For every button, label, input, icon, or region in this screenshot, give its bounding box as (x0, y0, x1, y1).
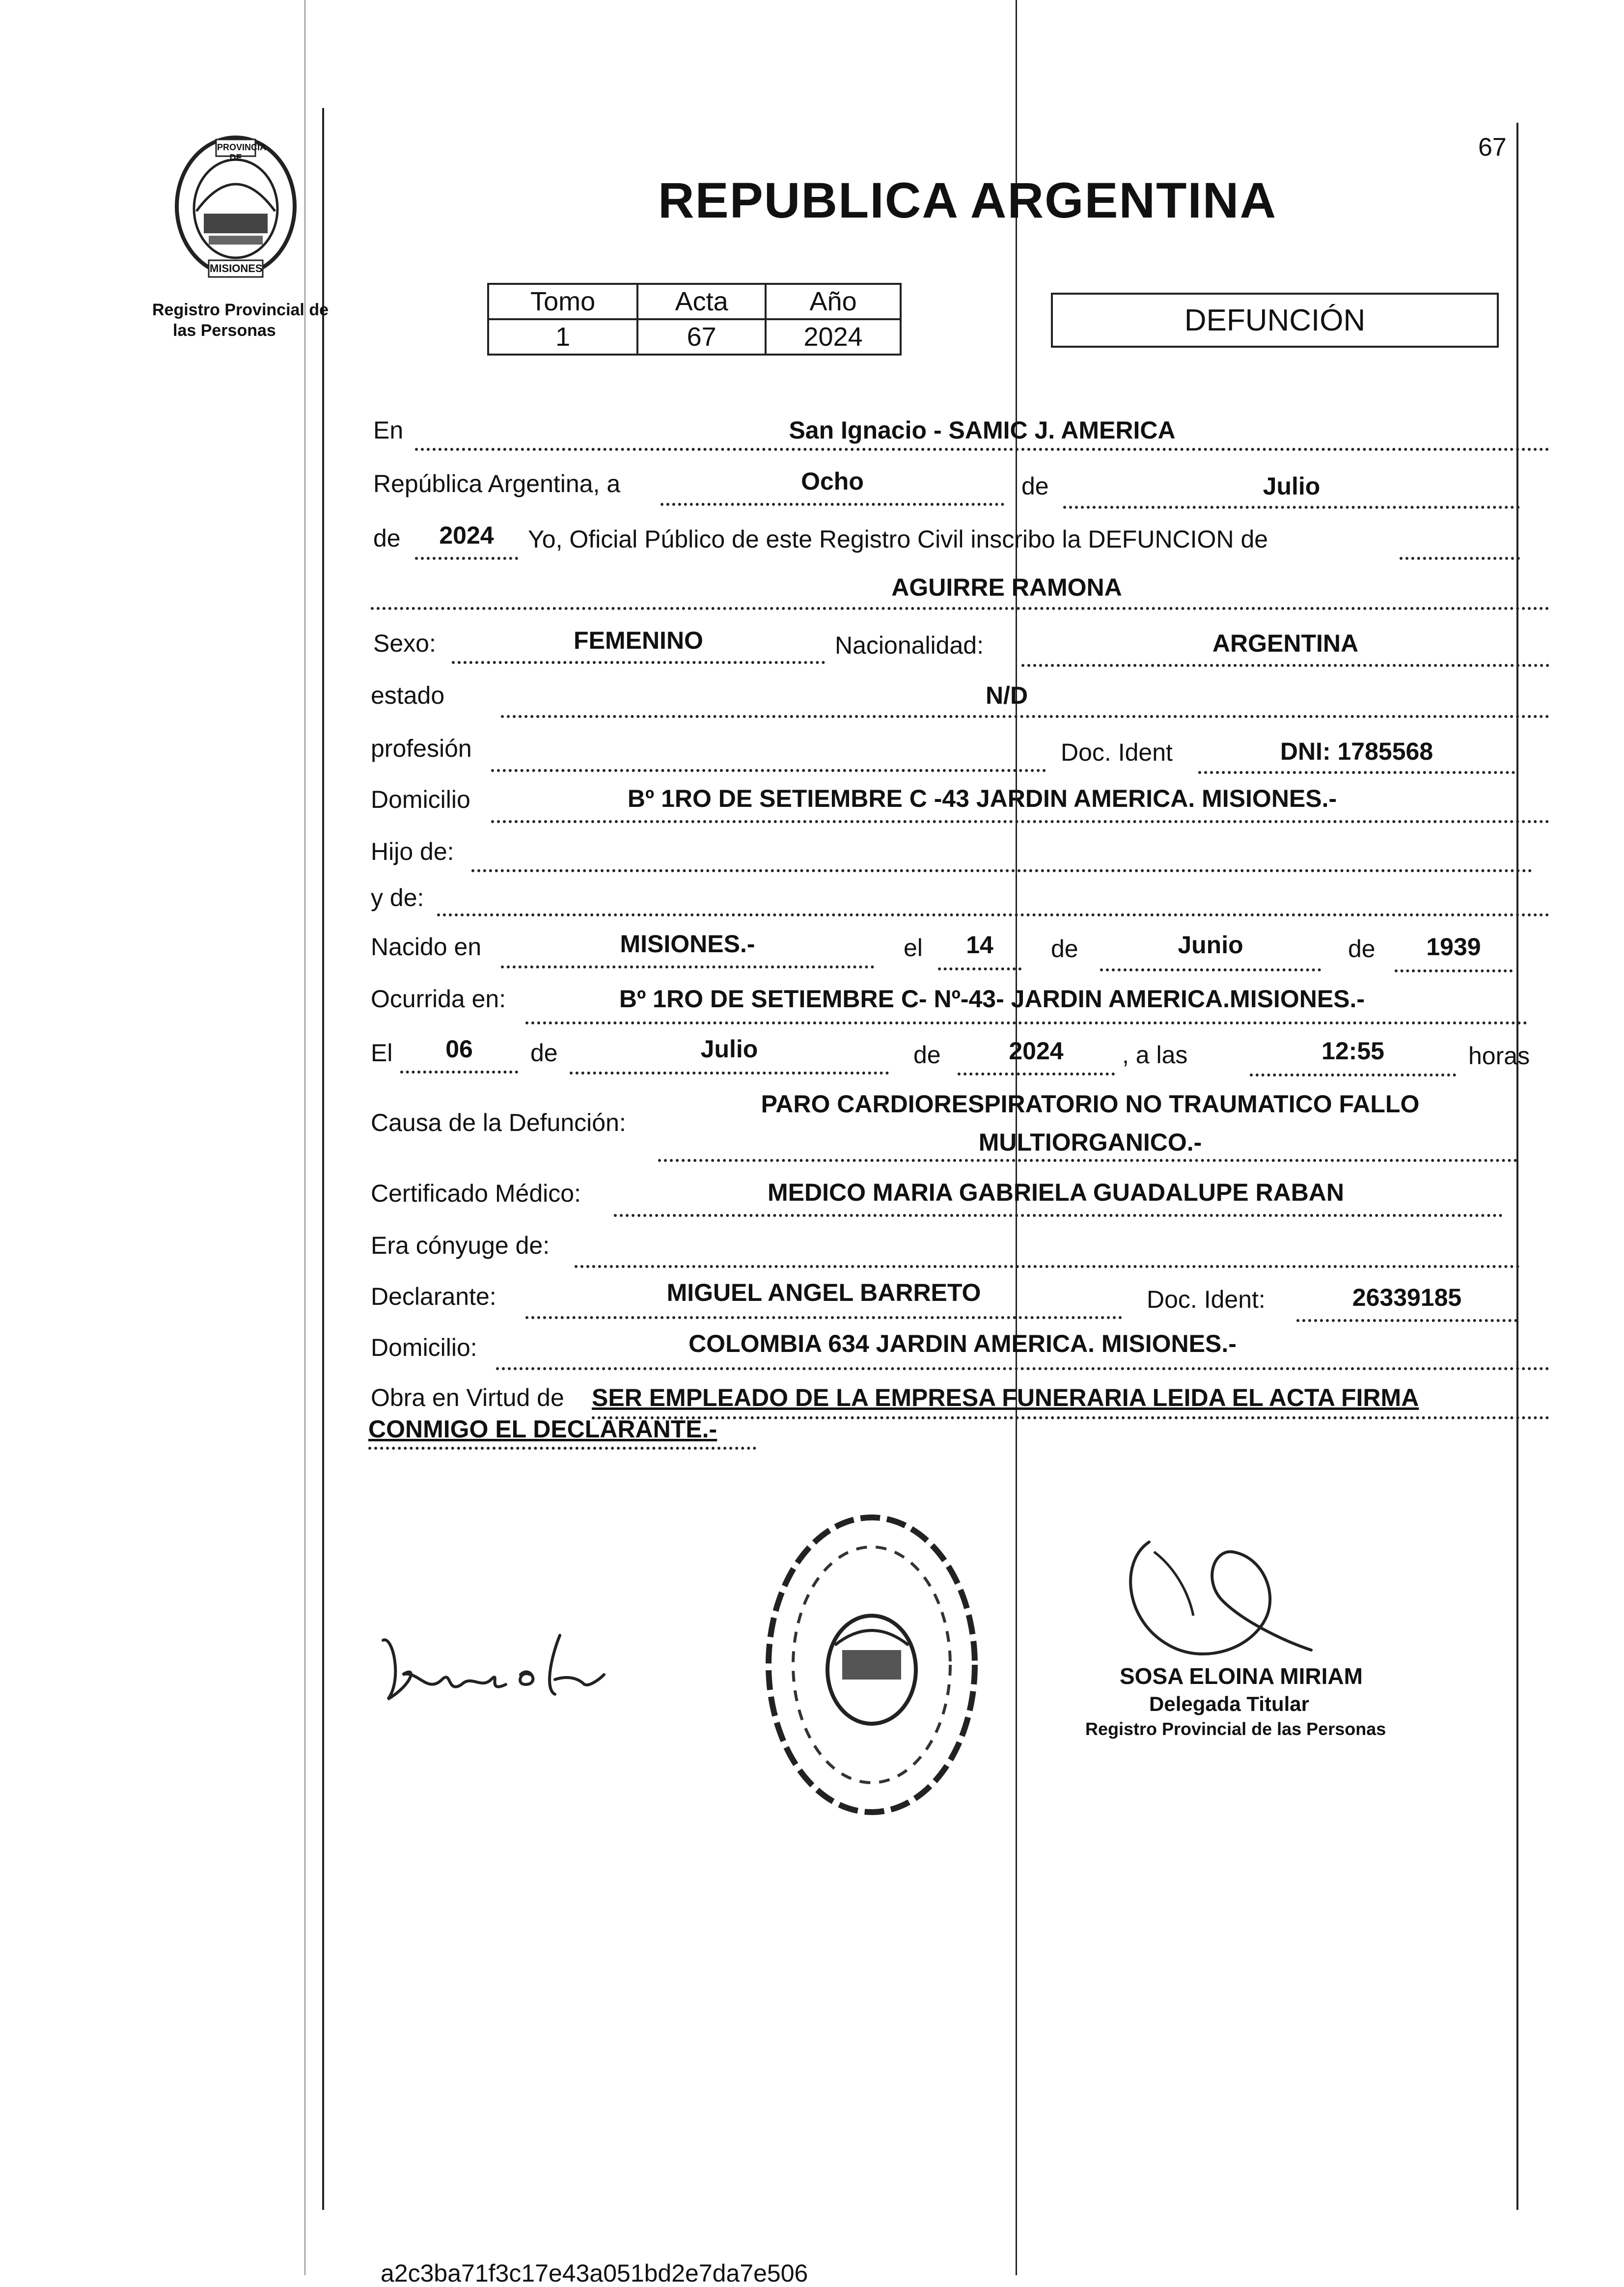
value-causa-1: PARO CARDIORESPIRATORIO NO TRAUMATICO FALLO (761, 1090, 1420, 1118)
value-hora: 12:55 (1321, 1037, 1384, 1065)
value-fallec-mes: Julio (700, 1035, 758, 1063)
dots (415, 557, 518, 560)
scan-edge-line (304, 0, 305, 2275)
dots (614, 1214, 1503, 1217)
official-role: Delegada Titular (1149, 1692, 1309, 1715)
label-profesion: profesión (371, 735, 472, 762)
dots (501, 965, 874, 968)
official-office: Registro Provincial de las Personas (1085, 1719, 1386, 1739)
label-sexo: Sexo: (373, 630, 436, 657)
declarant-signature (373, 1621, 629, 1719)
value-mes-texto: Julio (1263, 472, 1321, 500)
dots (437, 913, 1549, 916)
value-nombre: AGUIRRE RAMONA (891, 574, 1122, 601)
value-nacido-mes: Junio (1178, 931, 1243, 959)
dots (938, 967, 1021, 970)
value-certificado: MEDICO MARIA GABRIELA GUADALUPE RABAN (767, 1179, 1345, 1206)
value-declarante: MIGUEL ANGEL BARRETO (666, 1279, 981, 1306)
registry-line-1: Registro Provincial de (152, 301, 329, 319)
dots (368, 1447, 756, 1450)
dots (371, 607, 1549, 610)
table-header: Tomo (488, 284, 637, 319)
page-number: 67 (1478, 133, 1507, 162)
dots (471, 869, 1532, 872)
dots (525, 1316, 1122, 1319)
label-de: de (1348, 935, 1376, 963)
value-obra-2: CONMIGO EL DECLARANTE.- (368, 1415, 717, 1443)
official-signature (1105, 1522, 1331, 1665)
dots (1296, 1319, 1517, 1322)
dots (661, 503, 1004, 506)
dots (501, 715, 1549, 718)
value-dia-texto: Ocho (801, 468, 864, 495)
label-horas: horas (1468, 1042, 1530, 1070)
label-el-cap: El (371, 1039, 393, 1067)
label-nacionalidad: Nacionalidad: (835, 632, 984, 659)
value-nacionalidad: ARGENTINA (1212, 630, 1359, 657)
document-hash: a2c3ba71f3c17e43a051bd2e7da7e506 (381, 2259, 808, 2287)
page-title: REPUBLICA ARGENTINA (658, 172, 1277, 228)
dots (496, 1367, 1549, 1370)
label-domicilio2: Domicilio: (371, 1334, 477, 1361)
label-doc-ident2: Doc. Ident: (1147, 1286, 1266, 1313)
label-estado: estado (371, 682, 445, 709)
value-causa-2: MULTIORGANICO.- (978, 1129, 1202, 1156)
label-el: el (904, 934, 923, 962)
label-de: de (1021, 472, 1049, 500)
value-domicilio: Bº 1RO DE SETIEMBRE C -43 JARDIN AMERICA. MISIONES.- (627, 785, 1337, 812)
dots (1198, 771, 1515, 774)
right-margin-line (1516, 123, 1518, 2210)
label-nacido: Nacido en (371, 933, 482, 961)
dots (958, 1073, 1115, 1075)
label-doc-ident: Doc. Ident (1061, 739, 1173, 766)
label-en: En (373, 416, 404, 444)
label-de: de (530, 1039, 558, 1067)
value-sexo: FEMENINO (574, 627, 703, 654)
value-nacido-dia: 14 (966, 931, 993, 959)
label-y-de: y de: (371, 884, 424, 911)
dots (1395, 969, 1513, 972)
label-de: de (1051, 935, 1078, 963)
value-dni: DNI: 1785568 (1280, 738, 1433, 765)
label-rep-arg: República Argentina, a (373, 470, 621, 497)
dots (415, 448, 1549, 451)
label-hijo: Hijo de: (371, 838, 454, 865)
dots (1021, 664, 1549, 667)
seal-bottom-text: MISIONES (210, 262, 263, 275)
table-cell: 1 (488, 319, 637, 355)
label-obra: Obra en Virtud de (371, 1384, 564, 1411)
dots (491, 769, 1046, 772)
value-obra-1: SER EMPLEADO DE LA EMPRESA FUNERARIA LEIDA EL ACTA FIRMA (592, 1384, 1419, 1411)
document-type-box (1051, 293, 1499, 348)
label-ocurrida: Ocurrida en: (371, 985, 506, 1013)
table-header: Acta (637, 284, 766, 319)
label-certificado: Certificado Médico: (371, 1180, 581, 1207)
label-conyuge: Era cónyuge de: (371, 1232, 550, 1259)
dots (575, 1265, 1520, 1268)
dots (452, 661, 825, 664)
value-estado: N/D (985, 682, 1028, 709)
registry-line-2: las Personas (173, 321, 276, 340)
label-yo: Yo, Oficial Público de este Registro Civil inscribo la DEFUNCION de (528, 525, 1268, 553)
left-margin-line (322, 108, 324, 2210)
seal-top-text: PROVINCIA DE (217, 142, 267, 163)
value-fallec-anio: 2024 (1009, 1037, 1064, 1065)
label-a-las: , a las (1122, 1041, 1188, 1069)
label-declarante: Declarante: (371, 1283, 496, 1310)
label-de: de (373, 524, 401, 552)
label-causa: Causa de la Defunción: (371, 1109, 626, 1136)
value-declarante-doc: 26339185 (1352, 1284, 1462, 1311)
label-domicilio: Domicilio (371, 786, 470, 813)
act-table (487, 283, 902, 356)
dots (400, 1071, 518, 1074)
dots (1063, 506, 1520, 509)
provincial-seal (162, 128, 309, 285)
value-declarante-dom: COLOMBIA 634 JARDIN AMERICA. MISIONES.- (688, 1330, 1237, 1357)
value-ocurrida: Bº 1RO DE SETIEMBRE C- Nº-43- JARDIN AMERICA.MISIONES.- (619, 985, 1365, 1013)
value-fallec-dia: 06 (445, 1035, 473, 1063)
value-nacido-lugar: MISIONES.- (620, 930, 755, 958)
civil-registry-seal (756, 1503, 987, 1827)
table-cell: 67 (637, 319, 766, 355)
label-de: de (913, 1041, 941, 1069)
document-type: DEFUNCIÓN (1184, 303, 1366, 337)
dots (525, 1021, 1527, 1024)
dots (1100, 968, 1321, 971)
value-nacido-anio: 1939 (1426, 933, 1481, 961)
official-name: SOSA ELOINA MIRIAM (1120, 1663, 1363, 1689)
dots (658, 1159, 1517, 1162)
table-cell: 2024 (766, 319, 901, 355)
value-lugar: San Ignacio - SAMIC J. AMERICA (789, 416, 1176, 444)
dots (592, 1416, 1549, 1419)
dots (570, 1072, 889, 1075)
table-header: Año (766, 284, 901, 319)
dots (1250, 1074, 1456, 1076)
value-anio: 2024 (439, 522, 494, 549)
dots (1400, 557, 1520, 560)
dots (491, 820, 1549, 823)
